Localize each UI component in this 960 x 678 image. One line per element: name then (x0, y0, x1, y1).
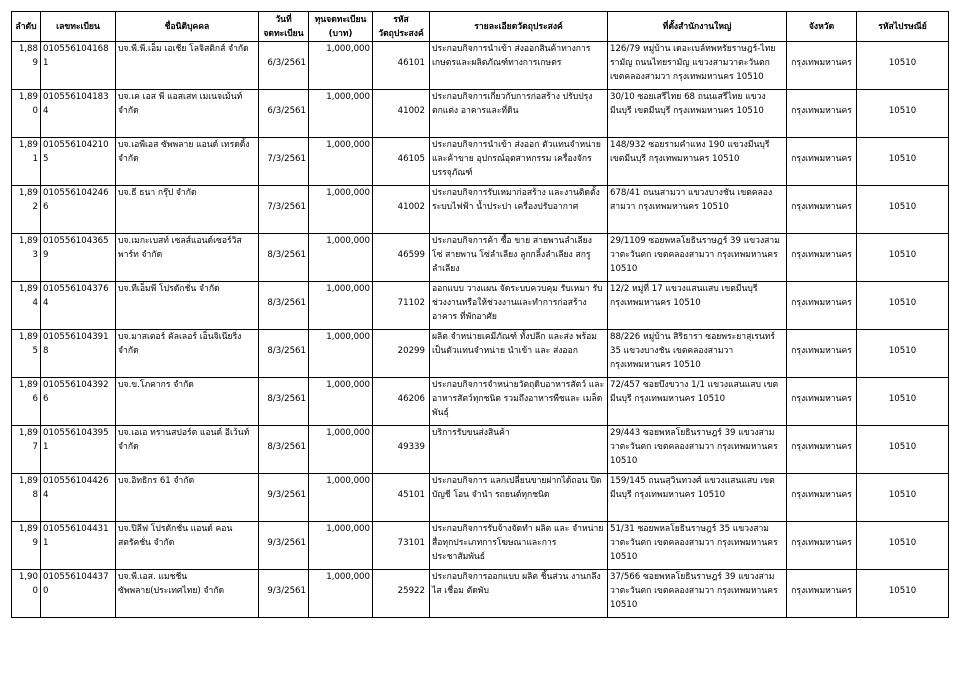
cell-province: กรุงเทพมหานคร (787, 282, 857, 330)
cell-capital: 1,000,000 (309, 522, 373, 570)
cell-objective-detail: ออกแบบ วางแผน จัดระบบควบคุม รับเหมา รับช่วงงานหรือให้ช่วงงานและทำการก่อสร้าง อาคาร ที่พักอาศัย (430, 282, 608, 330)
cell-zip: 10510 (857, 426, 949, 474)
header-obj-code-line2: วัตถุประสงค์ (378, 28, 424, 39)
header-obj-code-line1: รหัส (393, 14, 409, 25)
header-no: ลำดับ (12, 12, 41, 42)
cell-address: 126/79 หมู่บ้าน เดอะเบล์ทพหรัยราษฎร์-ไทยรามัญ ถนนไทยรามัญ แขวงสามวาตะวันตก เขตคลองสามวา กรุงเทพมหานคร 10510 (608, 42, 787, 90)
cell-objective-code: 25922 (373, 570, 430, 618)
cell-address: 678/41 ถนนสามวา แขวงบางชัน เขตคลองสามวา กรุงเทพมหานคร 10510 (608, 186, 787, 234)
cell-reg-no: 0105561043926 (41, 378, 116, 426)
cell-zip: 10510 (857, 234, 949, 282)
cell-reg-no: 0105561043764 (41, 282, 116, 330)
header-address: ที่ตั้งสำนักงานใหญ่ (608, 12, 787, 42)
cell-reg-date: 8/3/2561 (259, 282, 309, 330)
cell-capital: 1,000,000 (309, 474, 373, 522)
cell-no: 1,891 (12, 138, 41, 186)
cell-company-name: บจ.มาสเตอร์ คัลเลอร์ เอ็นจิเนียริ่ง จำกัด (116, 330, 259, 378)
registration-sheet (11, 11, 949, 618)
header-name: ชื่อนิติบุคคล (116, 12, 259, 42)
cell-zip: 10510 (857, 522, 949, 570)
cell-province: กรุงเทพมหานคร (787, 138, 857, 186)
cell-reg-date: 7/3/2561 (259, 138, 309, 186)
cell-reg-no: 0105561041834 (41, 90, 116, 138)
cell-address: 159/145 ถนนสุวินทวงศ์ แขวงแสนแสบ เขตมีนบุรี กรุงเทพมหานคร 10510 (608, 474, 787, 522)
cell-company-name: บจ.พี.พี.เอ็ม เอเชีย โลจิสติกส์ จำกัด (116, 42, 259, 90)
cell-company-name: บจ.อิทธิกร 61 จำกัด (116, 474, 259, 522)
cell-no: 1,899 (12, 522, 41, 570)
table-row (12, 474, 949, 522)
table-row (12, 186, 949, 234)
cell-reg-date: 8/3/2561 (259, 426, 309, 474)
table-row (12, 522, 949, 570)
cell-province: กรุงเทพมหานคร (787, 570, 857, 618)
cell-province: กรุงเทพมหานคร (787, 474, 857, 522)
table-row (12, 234, 949, 282)
header-province: จังหวัด (787, 12, 857, 42)
cell-reg-date: 8/3/2561 (259, 378, 309, 426)
table-row (12, 42, 949, 90)
cell-zip: 10510 (857, 42, 949, 90)
cell-reg-date: 9/3/2561 (259, 474, 309, 522)
header-date-line1: วันที่ (275, 14, 292, 25)
cell-reg-no: 0105561042466 (41, 186, 116, 234)
cell-reg-date: 8/3/2561 (259, 330, 309, 378)
cell-objective-detail: ประกอบกิจการ แลกเปลี่ยนขายฝากได้ถอน ปิดบัญชี โอน จำนำ รถยนต์ทุกชนิด (430, 474, 608, 522)
header-capital-line2: (บาท) (328, 28, 353, 39)
cell-province: กรุงเทพมหานคร (787, 186, 857, 234)
cell-address: 51/31 ซอยพหลโยธินราษฎร์ 35 แขวงสามวาตะวันตก เขตคลองสามวา กรุงเทพมหานคร 10510 (608, 522, 787, 570)
cell-no: 1,892 (12, 186, 41, 234)
header-date (259, 12, 309, 42)
header-capital (309, 12, 373, 42)
cell-objective-code: 20299 (373, 330, 430, 378)
cell-objective-code: 73101 (373, 522, 430, 570)
cell-reg-no: 0105561044370 (41, 570, 116, 618)
table-row (12, 426, 949, 474)
cell-no: 1,893 (12, 234, 41, 282)
cell-capital: 1,000,000 (309, 186, 373, 234)
header-reg-no: เลขทะเบียน (41, 12, 116, 42)
cell-objective-detail: ประกอบกิจการจำหน่ายวัตถุดิบอาหารสัตว์ และอาหารสัตว์ทุกชนิด รวมถึงอาหารพืชและ เมล็ดพันธุ์ (430, 378, 608, 426)
cell-objective-detail: ประกอบกิจการเกี่ยวกับการก่อสร้าง ปรับปรุง ตกแต่ง อาคารและที่ดิน (430, 90, 608, 138)
cell-objective-code: 41002 (373, 186, 430, 234)
header-obj-code (373, 12, 430, 42)
cell-province: กรุงเทพมหานคร (787, 42, 857, 90)
cell-objective-detail: บริการรับขนส่งสินค้า (430, 426, 608, 474)
cell-objective-code: 46599 (373, 234, 430, 282)
cell-zip: 10510 (857, 570, 949, 618)
cell-company-name: บจ.ปิลีฟ โปรดักชั่น แอนด์ คอนสตรัคชั่น จำกัด (116, 522, 259, 570)
cell-no: 1,889 (12, 42, 41, 90)
header-date-line2: จดทะเบียน (263, 28, 304, 39)
cell-capital: 1,000,000 (309, 234, 373, 282)
cell-objective-detail: ประกอบกิจการนำเข้า ส่งออกสินค้าทางการเกษตรและผลิตภัณฑ์ทางการเกษตร (430, 42, 608, 90)
cell-reg-no: 0105561044311 (41, 522, 116, 570)
header-obj-detail: รายละเอียดวัตถุประสงค์ (430, 12, 608, 42)
cell-objective-code: 49339 (373, 426, 430, 474)
cell-reg-date: 8/3/2561 (259, 234, 309, 282)
cell-reg-date: 9/3/2561 (259, 522, 309, 570)
cell-province: กรุงเทพมหานคร (787, 330, 857, 378)
cell-no: 1,896 (12, 378, 41, 426)
cell-company-name: บจ.ทีเอ็มพี โปรดักชั่น จำกัด (116, 282, 259, 330)
cell-province: กรุงเทพมหานคร (787, 522, 857, 570)
table-header-row (12, 12, 949, 42)
cell-zip: 10510 (857, 90, 949, 138)
cell-reg-no: 0105561042105 (41, 138, 116, 186)
cell-province: กรุงเทพมหานคร (787, 90, 857, 138)
cell-zip: 10510 (857, 186, 949, 234)
cell-capital: 1,000,000 (309, 378, 373, 426)
cell-objective-code: 46206 (373, 378, 430, 426)
cell-capital: 1,000,000 (309, 138, 373, 186)
cell-objective-code: 46101 (373, 42, 430, 90)
cell-capital: 1,000,000 (309, 282, 373, 330)
cell-address: 30/10 ซอยเสรีไทย 68 ถนนเสรีไทย แขวงมีนบุรี เขตมีนบุรี กรุงเทพมหานคร 10510 (608, 90, 787, 138)
cell-reg-no: 0105561043951 (41, 426, 116, 474)
cell-company-name: บจ.เอพีเอส ซัพพลาย แอนด์ เทรดดิ้ง จำกัด (116, 138, 259, 186)
cell-capital: 1,000,000 (309, 426, 373, 474)
cell-address: 29/443 ซอยพหลโยธินราษฎร์ 39 แขวงสามวาตะวันตก เขตคลองสามวา กรุงเทพมหานคร 10510 (608, 426, 787, 474)
cell-company-name: บจ.เค เอส พี แอสเสท เมเนจเม้นท์ จำกัด (116, 90, 259, 138)
cell-reg-date: 6/3/2561 (259, 90, 309, 138)
cell-objective-code: 41002 (373, 90, 430, 138)
cell-company-name: บจ.ข.โภคากร จำกัด (116, 378, 259, 426)
cell-no: 1,898 (12, 474, 41, 522)
table-row (12, 138, 949, 186)
cell-no: 1,897 (12, 426, 41, 474)
cell-no: 1,895 (12, 330, 41, 378)
cell-address: 37/566 ซอยพหลโยธินราษฎร์ 39 แขวงสามวาตะวันตก เขตคลองสามวา กรุงเทพมหานคร 10510 (608, 570, 787, 618)
cell-objective-code: 46105 (373, 138, 430, 186)
cell-objective-detail: ประกอบกิจการรับจ้างจัดทำ ผลิต และ จำหน่ายสื่อทุกประเภทการโฆษณาและการ ประชาสัมพันธ์ (430, 522, 608, 570)
cell-company-name: บจ.เอเอ ทรานสปอร์ต แอนด์ อีเว้นท์ จำกัด (116, 426, 259, 474)
table-row (12, 330, 949, 378)
cell-no: 1,894 (12, 282, 41, 330)
cell-reg-no: 0105561044264 (41, 474, 116, 522)
cell-province: กรุงเทพมหานคร (787, 234, 857, 282)
cell-zip: 10510 (857, 138, 949, 186)
cell-reg-no: 0105561043918 (41, 330, 116, 378)
cell-capital: 1,000,000 (309, 90, 373, 138)
cell-no: 1,890 (12, 90, 41, 138)
cell-capital: 1,000,000 (309, 570, 373, 618)
cell-reg-no: 0105561043659 (41, 234, 116, 282)
table-row (12, 378, 949, 426)
cell-company-name: บจ.พี.เอส. แมชชีน ซัพพลาย(ประเทศไทย) จำกัด (116, 570, 259, 618)
cell-address: 29/1109 ซอยพหลโยธินราษฎร์ 39 แขวงสามวาตะวันตก เขตคลองสามวา กรุงเทพมหานคร 10510 (608, 234, 787, 282)
cell-zip: 10510 (857, 282, 949, 330)
header-capital-line1: ทุนจดทะเบียน (314, 14, 367, 25)
cell-reg-date: 9/3/2561 (259, 570, 309, 618)
cell-address: 88/226 หมู่บ้าน สิริธารา ซอยพระยาสุเรนทร์ 35 แขวงบางชัน เขตคลองสามวา กรุงเทพมหานคร 10510 (608, 330, 787, 378)
company-registration-table (11, 11, 949, 618)
cell-zip: 10510 (857, 474, 949, 522)
cell-capital: 1,000,000 (309, 330, 373, 378)
table-row (12, 90, 949, 138)
cell-company-name: บจ.ธี ธนา กรุ๊ป จำกัด (116, 186, 259, 234)
cell-reg-no: 0105561041681 (41, 42, 116, 90)
header-zip: รหัสไปรษณีย์ (857, 12, 949, 42)
table-row (12, 570, 949, 618)
cell-address: 148/932 ซอยรามคำแหง 190 แขวงมีนบุรี เขตมีนบุรี กรุงเทพมหานคร 10510 (608, 138, 787, 186)
cell-reg-date: 7/3/2561 (259, 186, 309, 234)
cell-objective-detail: ประกอบกิจการรับเหมาก่อสร้าง และงานติดตั้งระบบไฟฟ้า น้ำประปา เครื่องปรับอากาศ (430, 186, 608, 234)
cell-zip: 10510 (857, 378, 949, 426)
cell-objective-code: 71102 (373, 282, 430, 330)
cell-zip: 10510 (857, 330, 949, 378)
table-row (12, 282, 949, 330)
cell-address: 12/2 หมู่ที่ 17 แขวงแสนแสบ เขตมีนบุรี กรุงเทพมหานคร 10510 (608, 282, 787, 330)
cell-objective-detail: ประกอบกิจการนำเข้า ส่งออก ตัวแทนจำหน่าย และค้าขาย อุปกรณ์อุตสาหกรรม เครื่องจักร บรรจุภัณฑ์ (430, 138, 608, 186)
cell-reg-date: 6/3/2561 (259, 42, 309, 90)
cell-objective-detail: ประกอบกิจการออกแบบ ผลิต ชิ้นส่วน งานกลึง ไส เชื่อม ตัดพับ (430, 570, 608, 618)
cell-objective-detail: ประกอบกิจการค้า ซื้อ ขาย สายพานลำเลียง โซ่ สายพาน โซ่ลำเลียง ลูกกลิ้งลำเลียง สกรูลำเลียง (430, 234, 608, 282)
cell-company-name: บจ.เมกะเบสท์ เซลส์แอนด์เซอร์วิส พาร์ท จำกัด (116, 234, 259, 282)
cell-province: กรุงเทพมหานคร (787, 426, 857, 474)
cell-objective-code: 45101 (373, 474, 430, 522)
cell-address: 72/457 ซอยบึงขวาง 1/1 แขวงแสนแสบ เขตมีนบุรี กรุงเทพมหานคร 10510 (608, 378, 787, 426)
cell-no: 1,900 (12, 570, 41, 618)
cell-province: กรุงเทพมหานคร (787, 378, 857, 426)
cell-capital: 1,000,000 (309, 42, 373, 90)
cell-objective-detail: ผลิต จำหน่ายเคมีภัณฑ์ ทั้งปลีก และส่ง พร้อม เป็นตัวแทนจำหน่าย นำเข้า และ ส่งออก (430, 330, 608, 378)
